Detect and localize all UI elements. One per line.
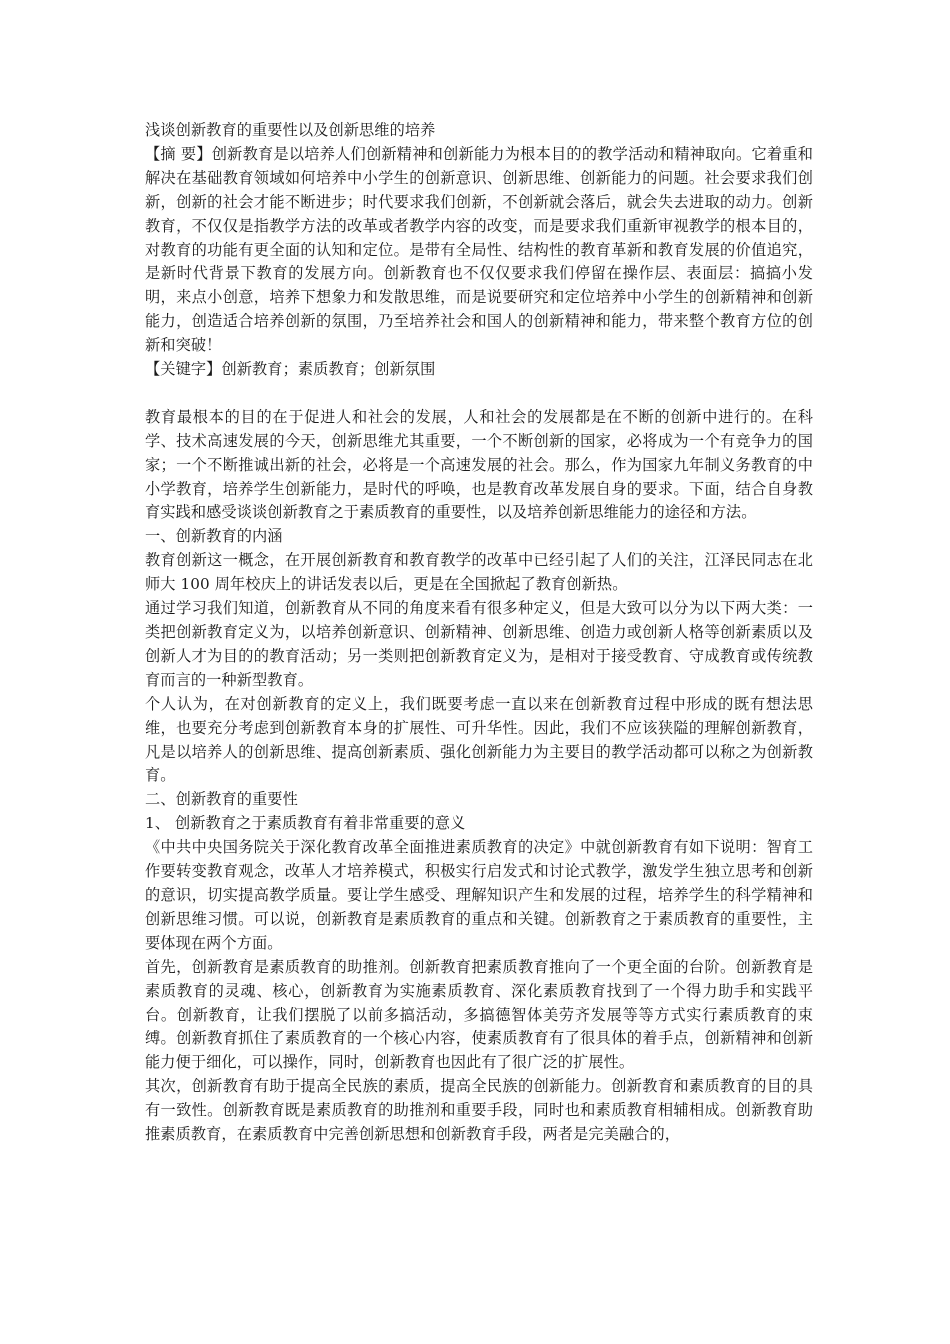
section1-paragraph-2: 通过学习我们知道，创新教育从不同的角度来看有很多种定义，但是大致可以分为以下两大类：一类把创新教育定义为，以培养创新意识、创新精神、创新思维、创造力或创新人格等创新素质以及创新人才为目的的教育活动；另一类则把创新教育定义为，是相对于接受教育、守成教育或传统教育而言的一种新型教育。 <box>145 599 813 689</box>
abstract-paragraph <box>145 143 813 358</box>
keywords-paragraph <box>145 358 813 382</box>
section2-paragraph-2: 首先，创新教育是素质教育的助推剂。创新教育把素质教育推向了一个更全面的台阶。创新教育是素质教育的灵魂、核心，创新教育为实施素质教育、深化素质教育找到了一个得力助手和实践平台。创新教育，让我们摆脱了以前多搞活动，多搞德智体美劳齐发展等等方式实行素质教育的束缚。创新教育抓住了素质教育的一个核心内容，使素质教育有了很具体的着手点，创新精神和创新能力便于细化，可以操作，同时，创新教育也因此有了很广泛的扩展性。 <box>145 957 813 1072</box>
keywords-text: 创新教育；素质教育；创新氛围 <box>221 360 436 379</box>
section2-paragraph-3: 其次，创新教育有助于提高全民族的素质，提高全民族的创新能力。创新教育和素质教育的目的具有一致性。创新教育既是素质教育的助推剂和重要手段，同时也和素质教育相辅相成。创新教育助推素质教育，在素质教育中完善创新思想和创新教育手段，两者是完美融合的， <box>145 1077 813 1144</box>
abstract-label: 【摘 要】 <box>145 144 212 163</box>
blank-line <box>145 382 813 406</box>
intro-paragraph: 教育最根本的目的在于促进人和社会的发展，人和社会的发展都是在不断的创新中进行的。在科学、技术高速发展的今天，创新思维尤其重要，一个不断创新的国家，必将成为一个有竞争力的国家；一个不断推诚出新的社会，必将是一个高速发展的社会。那么，作为国家九年制义务教育的中小学教育，培养学生创新能力，是时代的呼唤，也是教育改革发展自身的要求。下面，结合自身教育实践和感受谈谈创新教育之于素质教育的重要性，以及培养创新思维能力的途径和方法。 <box>145 407 813 522</box>
keywords-label: 【关键字】 <box>145 360 222 379</box>
subsection-heading-1: 1、 创新教育之于素质教育有着非常重要的意义 <box>145 814 466 833</box>
section-heading-2: 二、创新教育的重要性 <box>145 790 298 809</box>
abstract-text: 创新教育是以培养人们创新精神和创新能力为根本目的的教学活动和精神取向。它着重和解决在基础教育领域如何培养中小学生的创新意识、创新思维、创新能力的问题。社会要求我们创新，创新的社会才能不断进步；时代要求我们创新，不创新就会落后，就会失去进取的动力。创新教育，不仅仅是指教学方法的改革或者教学内容的改变，而是要求我们重新审视教学的根本目的，对教育的功能有更全面的认知和定位。是带有全局性、结构性的教育革新和教育发展的价值追究，是新时代背景下教育的发展方向。创新教育也不仅仅要求我们停留在操作层、表面层：搞搞小发明，来点小创意，培养下想象力和发散思维，而是说要研究和定位培养中小学生的创新精神和创新能力，创造适合培养创新的氛围，乃至培养社会和国人的创新精神和能力，带来整个教育方位的创新和突破！ <box>145 144 814 355</box>
document-page <box>145 119 813 1147</box>
section1-paragraph-3: 个人认为，在对创新教育的定义上，我们既要考虑一直以来在创新教育过程中形成的既有想法思维，也要充分考虑到创新教育本身的扩展性、可升华性。因此，我们不应该狭隘的理解创新教育，凡是以培养人的创新思维、提高创新素质、强化创新能力为主要目的教学活动都可以称之为创新教育。 <box>145 694 813 785</box>
section1-paragraph-1: 教育创新这一概念，在开展创新教育和教育教学的改革中已经引起了人们的关注，江泽民同志在北师大 100 周年校庆上的讲话发表以后，更是在全国掀起了教育创新热。 <box>145 551 813 594</box>
document-title: 浅谈创新教育的重要性以及创新思维的培养 <box>145 121 436 139</box>
section2-paragraph-1: 《中共中央国务院关于深化教育改革全面推进素质教育的决定》中就创新教育有如下说明：智育工作要转变教育观念，改革人才培养模式，积极实行启发式和讨论式教学，激发学生独立思考和创新的意识，切实提高教学质量。要让学生感受、理解知识产生和发展的过程，培养学生的科学精神和创新思维习惯。可以说，创新教育是素质教育的重点和关键。创新教育之于素质教育的重要性，主要体现在两个方面。 <box>145 838 813 952</box>
section-heading-1: 一、创新教育的内涵 <box>145 527 283 546</box>
